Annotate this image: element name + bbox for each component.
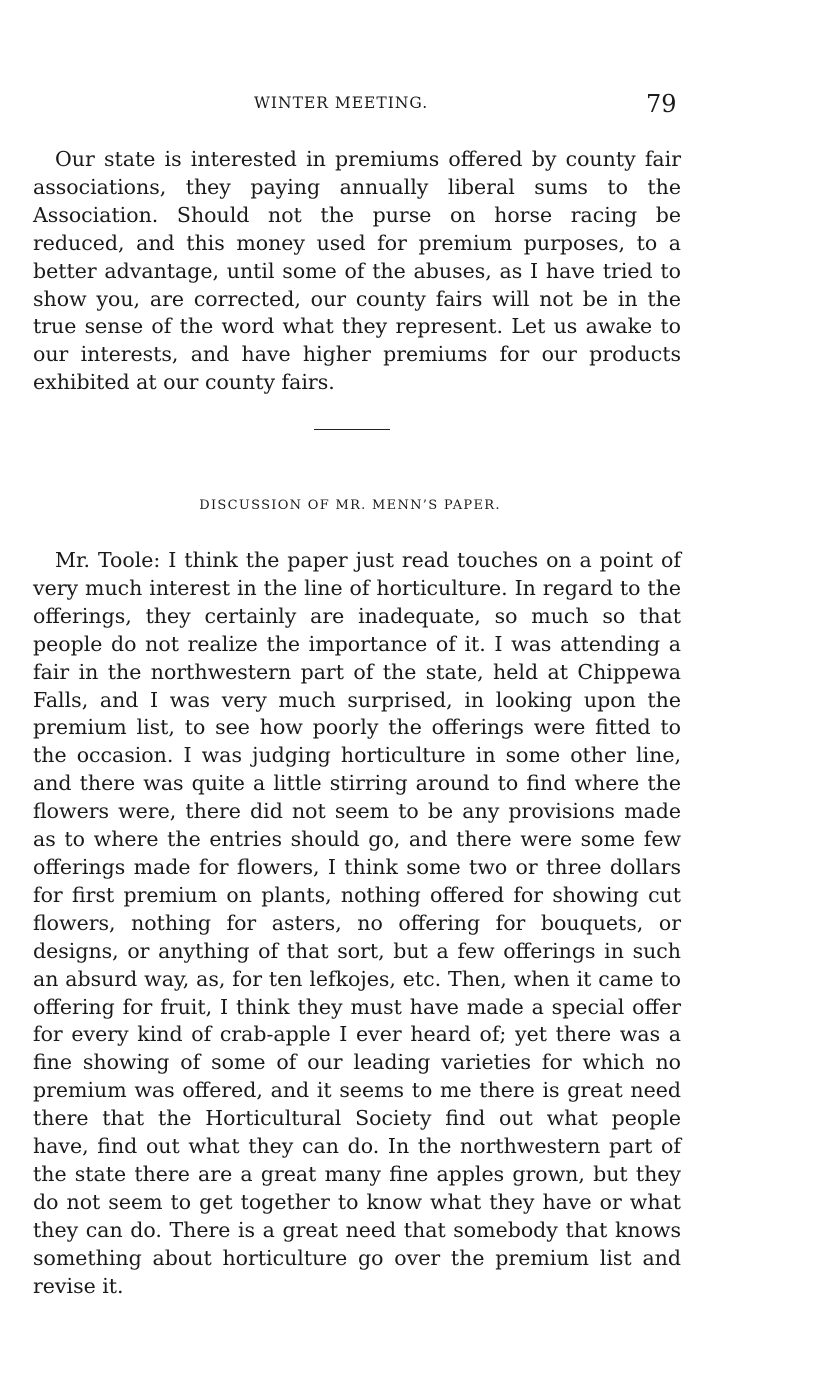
body-paragraph: Mr. Toole: I think the paper just read touches on a point of very much interest in the line of horticulture. In regard to the offerings, they certainly are inadequate, so much so that people do not realize the importance of it. I was attending a fair in the northwestern part of the state, held at Chippewa Falls, and I was very much surprised, in looking upon the premium list, to see how poorly the offerings were fitted to the occasion. I was judging horticulture in some other line, and there was quite a little stirring around to find where the flowers were, there did not seem to be any provisions made as to where the entries should go, and there were some few offerings made for flowers, I think some two or three dollars for first premium on plants, nothing offered for showing cut flowers, nothing for asters, no offering for bouquets, or designs, or anything of that sort, but a few offerings in such an absurd way, as, for ten lefkojes, etc. Then, when it came to offering for fruit, I think they must have made a special offer for every kind of crab-apple I ever heard of; yet there was a fine showing of some of our leading varieties for which no premium was offered, and it seems to me there is great need there that the Horticultural Society find out what people have, find out what they can do. In the northwestern part of the state there are a great many fine apples grown, but they do not seem to get together to know what they have or what they can do. There is a great need that somebody that knows something about horticulture go over the premium list and revise it. [33, 548, 681, 1298]
page-number: 79 [646, 90, 677, 118]
running-header [0, 90, 831, 122]
running-title: WINTER MEETING. [254, 94, 429, 112]
section-divider [314, 429, 390, 430]
body-paragraph: Our state is interested in premiums offered by county fair associations, they paying annually liberal sums to the Association. Should not the purse on horse racing be reduced, and this money used for premium purposes, to a better advantage, until some of the abuses, as I have tried to show you, are corrected, our county fairs will not be in the true sense of the word what they represent. Let us awake to our interests, and have higher premiums for our products exhibited at our county fairs. [33, 147, 681, 395]
section-heading: DISCUSSION OF MR. MENN’S PAPER. [199, 498, 501, 513]
